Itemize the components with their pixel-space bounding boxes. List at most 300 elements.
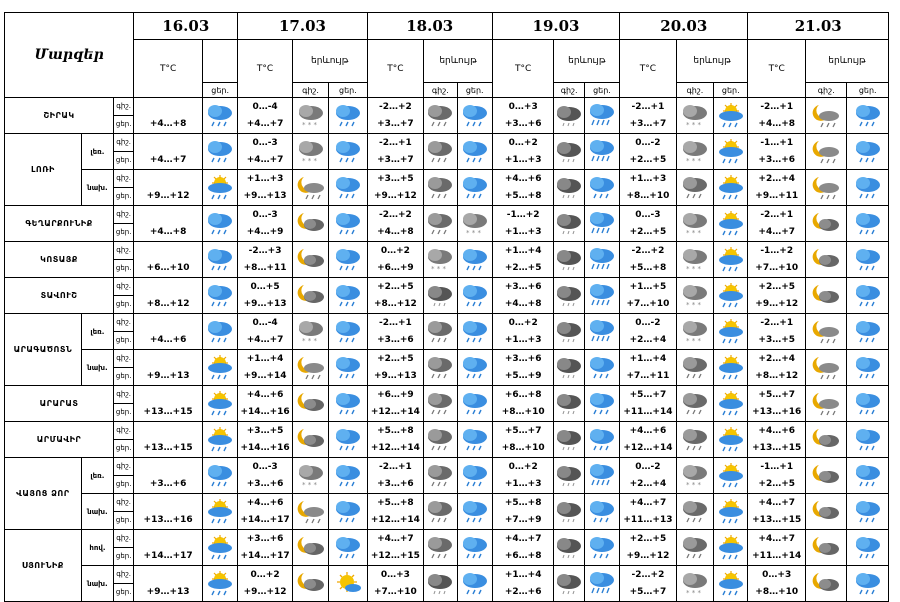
- moon-rain-icon: [296, 175, 326, 201]
- weather-cell: [554, 494, 584, 530]
- night-temp: -2…+1: [760, 317, 794, 328]
- night-temp: +1…+3: [246, 173, 284, 184]
- sun-rain-icon: [205, 175, 235, 201]
- day-temp: +8…+10: [755, 586, 799, 597]
- moon-cloud-icon: [296, 247, 326, 273]
- rain-icon: [853, 463, 883, 489]
- weather-cell: [676, 314, 713, 350]
- weather-cell: [202, 350, 237, 386]
- temp-cell: [492, 206, 554, 242]
- weather-cell: [584, 350, 619, 386]
- night-temp: [134, 279, 202, 296]
- day-temp: +12…+14: [623, 442, 673, 453]
- rain-icon: [333, 427, 363, 453]
- svg-text:* * *: * * *: [465, 228, 481, 237]
- snow-icon: [680, 463, 710, 489]
- rain-icon: [333, 139, 363, 165]
- night-temp: [134, 495, 202, 512]
- day-night-labels: [114, 206, 134, 242]
- night-label: գիշ.: [114, 566, 133, 584]
- weather-cell: [202, 242, 237, 278]
- temp-cell: [748, 422, 806, 458]
- weather-cell: [584, 530, 619, 566]
- weather-cell: [847, 422, 889, 458]
- night-temp: -2…+1: [760, 101, 794, 112]
- rain-icon: [587, 355, 617, 381]
- sun-rain-icon: [716, 355, 746, 381]
- temp-cell: [620, 350, 677, 386]
- weather-cell: [202, 134, 237, 170]
- rain-icon: [460, 319, 490, 345]
- cloud-icon: [554, 139, 584, 165]
- sun-rain-icon: [716, 211, 746, 237]
- night-temp: +1…+4: [629, 353, 667, 364]
- day-temp: +5…+8: [629, 262, 667, 273]
- night-temp: [134, 459, 202, 476]
- rain-icon: [460, 175, 490, 201]
- day-label: ցեր.: [115, 480, 132, 488]
- night-temp: [134, 171, 202, 188]
- night-temp: [134, 207, 202, 224]
- weather-cell: [714, 386, 748, 422]
- day-label: ցեր.: [115, 120, 132, 128]
- weather-cell: [847, 98, 889, 134]
- night-temp: +1…+4: [504, 569, 542, 580]
- day-temp: +1…+3: [504, 478, 542, 489]
- day-temp: +4…+6: [149, 334, 187, 345]
- rain-icon: [853, 139, 883, 165]
- moon-cloud-icon: [296, 211, 326, 237]
- sun-rain-icon: [716, 499, 746, 525]
- moon-rain-icon: [811, 175, 841, 201]
- night-subheader: գիշ.: [806, 83, 847, 98]
- snow-icon: [460, 211, 490, 237]
- weather-cell: [847, 170, 889, 206]
- temp-header: T°C: [492, 40, 554, 98]
- night-temp: [134, 135, 202, 152]
- day-temp: +2…+5: [758, 478, 796, 489]
- rain-icon: [460, 535, 490, 561]
- weather-cell: [424, 422, 457, 458]
- weather-cell: [292, 314, 328, 350]
- temp-cell: [238, 530, 293, 566]
- night-temp: +4…+6: [246, 389, 284, 400]
- weather-cell: [424, 530, 457, 566]
- night-temp: +4…+6: [758, 425, 796, 436]
- sun-rain-icon: [716, 319, 746, 345]
- cloud-icon: [554, 283, 584, 309]
- weather-cell: [847, 566, 889, 602]
- temp-cell: [134, 422, 203, 458]
- weather-cell: [806, 566, 847, 602]
- temp-cell: [620, 242, 677, 278]
- night-temp: +1…+5: [629, 281, 667, 292]
- rain-icon: [460, 103, 490, 129]
- temp-cell: [238, 350, 293, 386]
- weather-cell: [424, 98, 457, 134]
- night-temp: +2…+5: [758, 281, 796, 292]
- rain-icon: [460, 139, 490, 165]
- phen-header: [202, 40, 237, 83]
- day-temp: +8…+11: [243, 262, 287, 273]
- day-temp: +8…+12: [373, 298, 417, 309]
- zone-name: հով.: [81, 530, 113, 566]
- weather-cell: [329, 278, 367, 314]
- weather-cell: [714, 566, 748, 602]
- rain-icon: [587, 391, 617, 417]
- day-temp: +1…+3: [504, 154, 542, 165]
- rain-icon: [333, 355, 363, 381]
- moon-cloud-icon: [811, 571, 841, 597]
- table-row: [5, 134, 889, 170]
- day-temp: +3…+6: [377, 334, 414, 345]
- day-label: ցեր.: [115, 552, 132, 560]
- cloud-rain-icon: [680, 355, 710, 381]
- cloud-rain-icon: [425, 391, 455, 417]
- day-night-labels: [114, 278, 134, 314]
- temp-cell: [492, 242, 554, 278]
- night-label: գիշ.: [114, 350, 133, 368]
- day-temp: +3…+6: [504, 118, 542, 129]
- date-header: 20.03: [620, 13, 748, 40]
- day-temp: +9…+13: [146, 586, 190, 597]
- weather-cell: [676, 98, 713, 134]
- temp-cell: [620, 206, 677, 242]
- region-name: ՍՅՈՒՆԻՔ: [5, 530, 82, 602]
- day-temp: +5…+9: [504, 370, 542, 381]
- night-temp: +3…+5: [246, 425, 284, 436]
- weather-cell: [847, 242, 889, 278]
- temp-cell: [238, 566, 293, 602]
- day-temp: +3…+5: [758, 334, 796, 345]
- table-row: [5, 566, 889, 602]
- day-temp: +7…+10: [755, 262, 799, 273]
- moon-cloud-icon: [296, 535, 326, 561]
- day-night-labels: [114, 242, 134, 278]
- weather-cell: [584, 98, 619, 134]
- day-temp: +14…+17: [240, 514, 290, 525]
- weather-cell: [457, 458, 492, 494]
- rain-icon: [205, 463, 235, 489]
- day-temp: +9…+12: [626, 550, 670, 561]
- night-temp: +5…+7: [758, 389, 796, 400]
- weather-cell: [714, 530, 748, 566]
- night-temp: -2…+1: [760, 209, 794, 220]
- snow-icon: [680, 139, 710, 165]
- day-temp: +2…+6: [504, 586, 542, 597]
- rain-icon: [205, 247, 235, 273]
- day-subheader: ցեր.: [329, 83, 367, 98]
- cloud-rain-icon: [425, 463, 455, 489]
- weather-cell: [714, 494, 748, 530]
- temp-cell: [492, 386, 554, 422]
- weather-cell: [424, 278, 457, 314]
- night-temp: 0…+5: [250, 281, 280, 292]
- weather-cell: [554, 206, 584, 242]
- sun-rain-icon: [716, 103, 746, 129]
- rain-icon: [853, 175, 883, 201]
- day-temp: +2…+5: [629, 226, 667, 237]
- weather-cell: [424, 134, 457, 170]
- weather-cell: [292, 422, 328, 458]
- rain-icon: [460, 499, 490, 525]
- weather-cell: [847, 458, 889, 494]
- weather-cell: [806, 98, 847, 134]
- temp-cell: [134, 530, 203, 566]
- weather-cell: [584, 206, 619, 242]
- day-subheader: ցեր.: [584, 83, 619, 98]
- svg-text:* * *: * * *: [685, 300, 701, 309]
- zone-name: նախ.: [81, 494, 113, 530]
- night-temp: +2…+4: [758, 353, 796, 364]
- night-temp: [134, 387, 202, 404]
- weather-cell: [554, 170, 584, 206]
- night-temp: [134, 243, 202, 260]
- day-temp: +4…+8: [149, 226, 187, 237]
- cloud-rain-icon: [680, 175, 710, 201]
- weather-cell: [424, 458, 457, 494]
- cloud-rain-icon: [425, 355, 455, 381]
- temp-header: T°C: [238, 40, 293, 98]
- region-name: ՏԱՎՈՒՇ: [5, 278, 114, 314]
- rain-heavy-icon: [587, 463, 617, 489]
- day-temp: +2…+4: [629, 334, 667, 345]
- svg-text:* * *: * * *: [301, 156, 317, 165]
- rain-icon: [853, 283, 883, 309]
- temp-cell: [748, 134, 806, 170]
- weather-cell: [457, 350, 492, 386]
- night-temp: +4…+7: [758, 497, 796, 508]
- day-label: ցեր.: [115, 228, 132, 236]
- sun-rain-icon: [716, 427, 746, 453]
- weather-cell: [292, 350, 328, 386]
- rain-icon: [460, 283, 490, 309]
- weather-cell: [676, 458, 713, 494]
- temp-cell: [492, 458, 554, 494]
- weather-cell: [584, 278, 619, 314]
- weather-cell: [292, 206, 328, 242]
- rain-icon: [460, 571, 490, 597]
- day-temp: +13…+15: [143, 406, 193, 417]
- moon-rain-icon: [811, 103, 841, 129]
- temp-cell: [620, 530, 677, 566]
- rain-icon: [853, 391, 883, 417]
- weather-cell: [424, 350, 457, 386]
- temp-cell: [238, 458, 293, 494]
- night-temp: +2…+5: [629, 533, 667, 544]
- weather-cell: [584, 566, 619, 602]
- weather-cell: [457, 494, 492, 530]
- region-name: ԳԵՂԱՐՔՈՒՆԻՔ: [5, 206, 114, 242]
- moon-rain-icon: [296, 355, 326, 381]
- temp-cell: [134, 386, 203, 422]
- night-temp: 0…-2: [635, 137, 661, 148]
- temp-cell: [748, 386, 806, 422]
- table-row: [5, 494, 889, 530]
- cloud-icon: [554, 175, 584, 201]
- night-temp: +4…+6: [246, 497, 284, 508]
- temp-cell: [492, 494, 554, 530]
- weather-cell: [584, 494, 619, 530]
- night-label: գիշ.: [114, 530, 133, 548]
- weather-cell: [554, 386, 584, 422]
- night-temp: 0…+2: [508, 137, 538, 148]
- day-night-labels: [114, 314, 134, 350]
- night-subheader: գիշ.: [292, 83, 328, 98]
- rain-icon: [853, 247, 883, 273]
- moon-cloud-icon: [811, 247, 841, 273]
- temp-cell: [748, 278, 806, 314]
- temp-cell: [492, 134, 554, 170]
- night-temp: -2…+2: [631, 245, 665, 256]
- temp-cell: [492, 350, 554, 386]
- weather-cell: [424, 206, 457, 242]
- table-row: [5, 422, 889, 458]
- temp-cell: [134, 134, 203, 170]
- weather-cell: [554, 242, 584, 278]
- cloud-rain-icon: [680, 499, 710, 525]
- weather-cell: [457, 242, 492, 278]
- day-label: ցեր.: [115, 264, 132, 272]
- day-temp: +2…+5: [629, 154, 667, 165]
- weather-cell: [202, 314, 237, 350]
- temp-cell: [134, 206, 203, 242]
- night-temp: +3…+6: [504, 353, 542, 364]
- svg-text:* * *: * * *: [685, 228, 701, 237]
- cloud-rain-icon: [425, 103, 455, 129]
- temp-cell: [492, 170, 554, 206]
- rain-icon: [460, 463, 490, 489]
- moon-rain-icon: [296, 499, 326, 525]
- weather-cell: [676, 278, 713, 314]
- day-temp: +6…+8: [504, 550, 542, 561]
- weather-cell: [329, 530, 367, 566]
- night-temp: 0…-2: [635, 317, 661, 328]
- rain-icon: [205, 103, 235, 129]
- day-temp: +8…+12: [146, 298, 190, 309]
- rain-icon: [205, 211, 235, 237]
- day-temp: +13…+15: [143, 442, 193, 453]
- cloud-icon: [554, 499, 584, 525]
- snow-icon: [680, 103, 710, 129]
- table-row: [5, 242, 889, 278]
- night-label: գիշ.: [114, 242, 133, 260]
- day-temp: +8…+10: [501, 406, 545, 417]
- day-night-labels: [114, 386, 134, 422]
- day-label: ցեր.: [115, 156, 132, 164]
- night-temp: -2…+3: [248, 245, 282, 256]
- moon-rain-icon: [811, 391, 841, 417]
- weather-cell: [457, 314, 492, 350]
- sun-rain-icon: [205, 391, 235, 417]
- weather-cell: [202, 170, 237, 206]
- night-temp: +5…+8: [377, 425, 414, 436]
- temp-cell: [367, 386, 424, 422]
- weather-cell: [457, 206, 492, 242]
- weather-cell: [714, 134, 748, 170]
- temp-cell: [748, 350, 806, 386]
- weather-cell: [554, 566, 584, 602]
- day-temp: +4…+7: [246, 334, 284, 345]
- svg-text:* * *: * * *: [685, 120, 701, 129]
- rain-icon: [853, 571, 883, 597]
- day-night-labels: [114, 350, 134, 386]
- moon-cloud-icon: [811, 535, 841, 561]
- cloud-icon: [425, 283, 455, 309]
- cloud-icon: [554, 535, 584, 561]
- day-temp: +3…+7: [629, 118, 667, 129]
- rain-icon: [853, 319, 883, 345]
- table-row: [5, 314, 889, 350]
- night-temp: +2…+5: [377, 281, 414, 292]
- rain-icon: [460, 391, 490, 417]
- night-temp: 0…+3: [380, 569, 410, 580]
- night-temp: [134, 531, 202, 548]
- night-temp: +1…+4: [504, 245, 542, 256]
- day-temp: +4…+8: [758, 118, 796, 129]
- rain-icon: [333, 535, 363, 561]
- night-temp: 0…+2: [250, 569, 280, 580]
- table-row: [5, 350, 889, 386]
- day-temp: +8…+10: [501, 442, 545, 453]
- temp-cell: [620, 386, 677, 422]
- temp-cell: [134, 350, 203, 386]
- temp-cell: [238, 98, 293, 134]
- region-name: ԱՐԱՐԱՏ: [5, 386, 114, 422]
- temp-cell: [367, 134, 424, 170]
- day-temp: +14…+16: [240, 442, 290, 453]
- day-temp: +4…+7: [149, 154, 187, 165]
- day-temp: +3…+7: [377, 154, 414, 165]
- night-subheader: գիշ.: [554, 83, 584, 98]
- rain-heavy-icon: [587, 247, 617, 273]
- cloud-rain-icon: [425, 139, 455, 165]
- cloud-icon: [554, 571, 584, 597]
- moon-rain-icon: [811, 139, 841, 165]
- svg-text:* * *: * * *: [685, 156, 701, 165]
- day-temp: +12…+14: [370, 442, 420, 453]
- temp-header: T°C: [748, 40, 806, 98]
- night-temp: -1…+1: [760, 461, 794, 472]
- forecast-table: [4, 12, 889, 602]
- weather-cell: [202, 458, 237, 494]
- snow-icon: [680, 211, 710, 237]
- night-temp: -2…+1: [378, 137, 412, 148]
- table-row: [5, 278, 889, 314]
- weather-cell: [584, 422, 619, 458]
- weather-cell: [806, 494, 847, 530]
- cloud-rain-icon: [425, 535, 455, 561]
- weather-cell: [292, 386, 328, 422]
- rain-icon: [587, 427, 617, 453]
- night-subheader: գիշ.: [424, 83, 457, 98]
- night-temp: 0…+3: [508, 101, 538, 112]
- moon-rain-icon: [811, 319, 841, 345]
- day-label: ցեր.: [115, 300, 132, 308]
- day-night-labels: [114, 134, 134, 170]
- weather-cell: [329, 386, 367, 422]
- weather-cell: [329, 242, 367, 278]
- temp-cell: [492, 98, 554, 134]
- region-name: ԿՈՏԱՅՔ: [5, 242, 114, 278]
- night-label: գիշ.: [114, 422, 133, 440]
- temp-cell: [367, 566, 424, 602]
- snow-icon: [680, 247, 710, 273]
- night-temp: +3…+6: [504, 281, 542, 292]
- table-row: [5, 458, 889, 494]
- night-temp: +4…+7: [377, 533, 414, 544]
- day-label: ցեր.: [115, 192, 132, 200]
